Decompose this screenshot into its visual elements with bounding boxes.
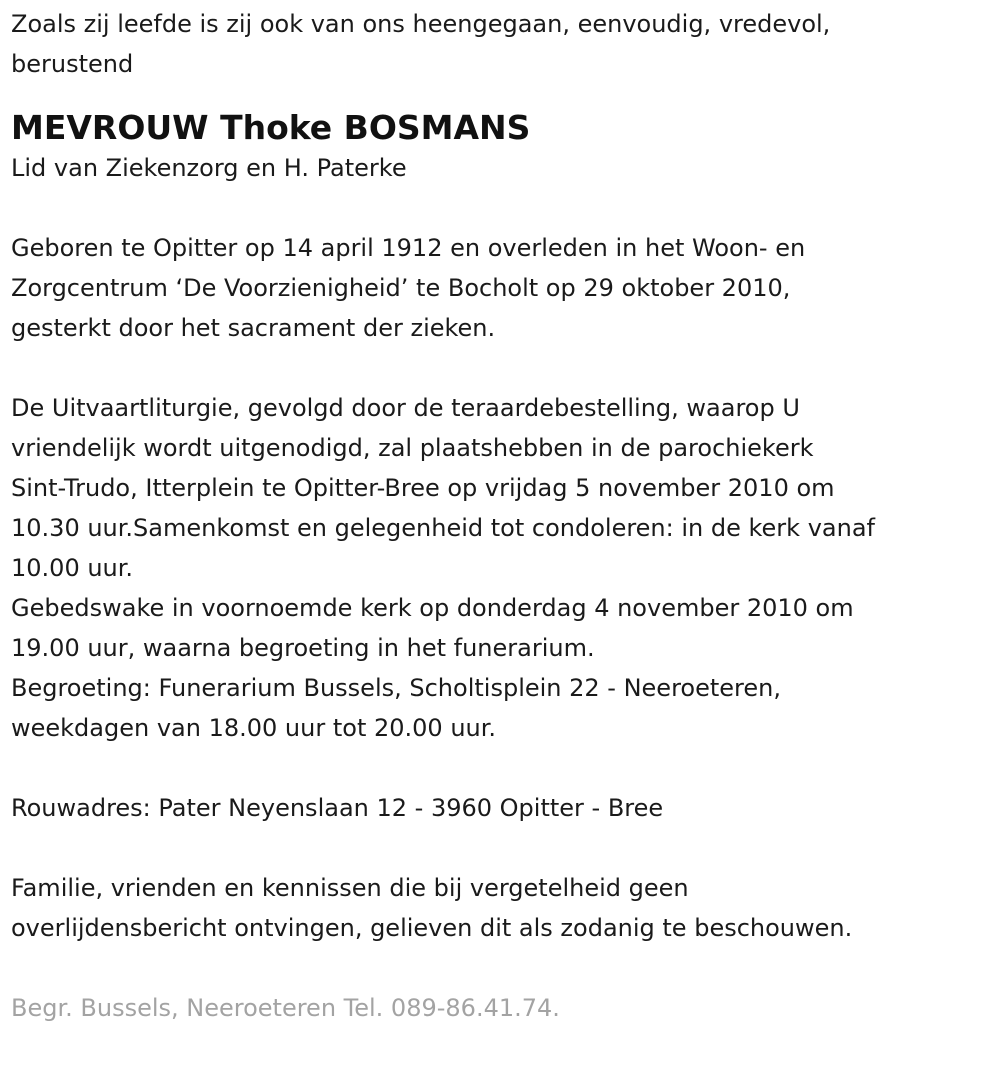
spacer [11, 348, 1000, 388]
membership-text: Lid van Ziekenzorg en H. Paterke [11, 154, 407, 182]
notice-text: Familie, vrienden en kennissen die bij vergetelheid geen overlijdensbericht ontvingen, gelieven dit als zodanig te beschouwen. [11, 874, 853, 942]
spacer [11, 188, 1000, 228]
spacer [11, 748, 1000, 788]
spacer [11, 948, 1000, 988]
deceased-name: MEVROUW Thoke BOSMANS [11, 108, 531, 147]
funeral-text: De Uitvaartliturgie, gevolgd door de teraardebestelling, waarop U vriendelijk wordt uitgenodigd, zal plaatshebben in de parochiekerk Sint-Trudo, Itterplein te Opitter-Bree op vrijdag 5 november 2010 om 10.30 uur.Samenkomst en gelegenheid tot condoleren: in de kerk vanaf 10.00 uur. [11, 394, 875, 582]
visitation-text: Begroeting: Funerarium Bussels, Scholtisplein 22 - Neeroeteren, weekdagen van 18.00 uur tot 20.00 uur. [11, 674, 781, 742]
funeral-home-footer: Begr. Bussels, Neeroeteren Tel. 089-86.41.74. [11, 994, 560, 1022]
motto-text: Zoals zij leefde is zij ook van ons heengegaan, eenvoudig, vredevol, berustend [11, 10, 831, 78]
birth-death-text: Geboren te Opitter op 14 april 1912 en overleden in het Woon- en Zorgcentrum ‘De Voorzienigheid’ te Bocholt op 29 oktober 2010, gesterkt door het sacrament der zieken. [11, 234, 806, 342]
vigil-text: Gebedswake in voornoemde kerk op donderdag 4 november 2010 om 19.00 uur, waarna begroeting in het funerarium. [11, 594, 854, 662]
spacer [11, 828, 1000, 868]
mourning-address-text: Rouwadres: Pater Neyenslaan 12 - 3960 Opitter - Bree [11, 794, 664, 822]
